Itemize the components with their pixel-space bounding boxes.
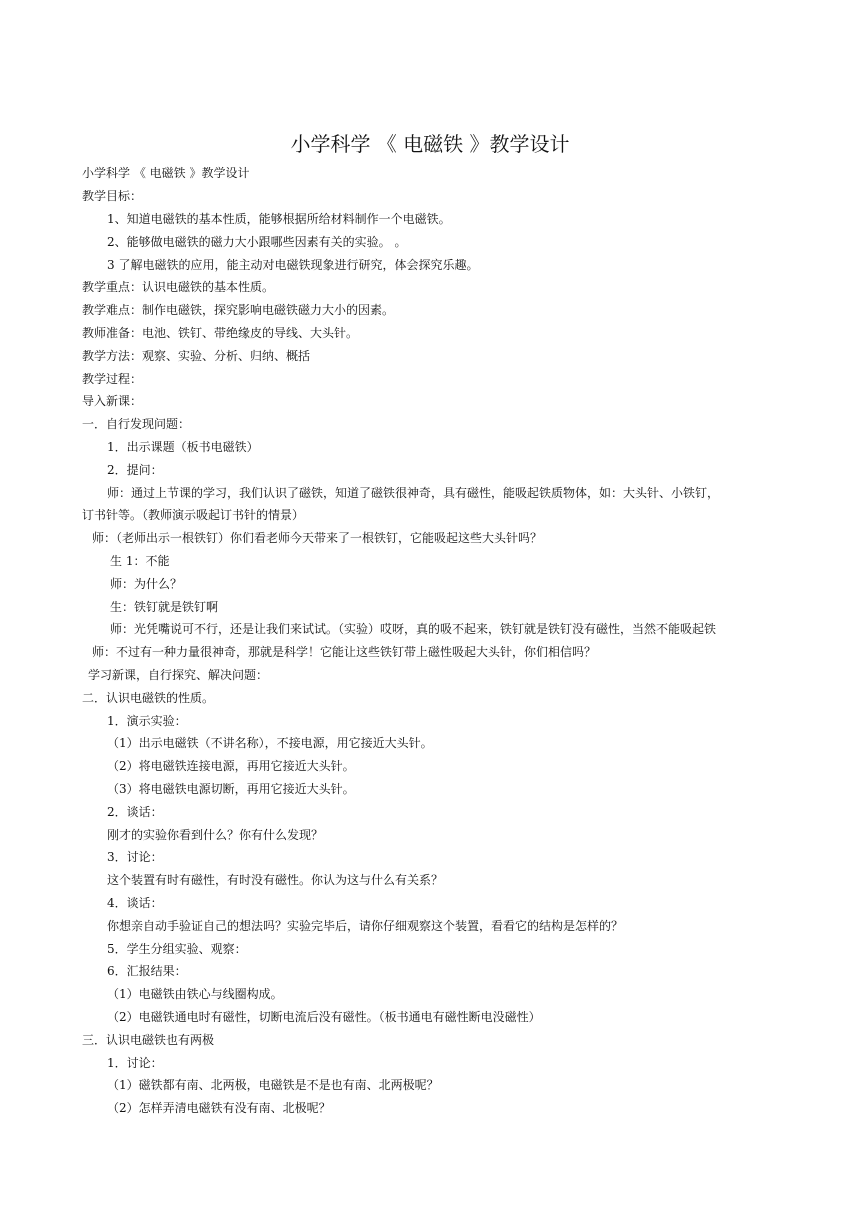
text-line: （2）怎样弄清电磁铁有没有南、北极呢？ bbox=[107, 1101, 331, 1115]
text-line: 5．学生分组实验、观察： bbox=[107, 942, 247, 956]
text-line: 教学过程： bbox=[82, 372, 143, 386]
text-line: 这个装置有时有磁性，有时没有磁性。你认为这与什么有关系？ bbox=[107, 873, 444, 887]
text-line: 教学重点：认识电磁铁的基本性质。 bbox=[82, 280, 275, 294]
text-line: 2、能够做电磁铁的磁力大小跟哪些因素有关的实验。 。 bbox=[107, 235, 407, 249]
text-line: （2）将电磁铁连接电源，再用它接近大头针。 bbox=[107, 759, 355, 773]
text-line: 刚才的实验你看到什么？你有什么发现？ bbox=[107, 828, 324, 842]
document-title: 小学科学 《 电磁铁 》教学设计 bbox=[290, 132, 570, 156]
text-line: 生 1：不能 bbox=[110, 554, 170, 568]
text-line: 1．出示课题（板书电磁铁） bbox=[107, 440, 259, 454]
text-line: （1）电磁铁由铁心与线圈构成。 bbox=[107, 987, 283, 1001]
text-line: 教学目标： bbox=[82, 189, 143, 203]
section-heading: 三．认识电磁铁也有两极 bbox=[82, 1033, 215, 1047]
text-line: 导入新课： bbox=[82, 394, 143, 408]
text-line: 1、知道电磁铁的基本性质，能够根据所给材料制作一个电磁铁。 bbox=[107, 212, 451, 226]
text-line: 小学科学 《 电磁铁 》教学设计 bbox=[82, 166, 250, 180]
text-line: 2．谈话： bbox=[107, 805, 163, 819]
text-line: （2）电磁铁通电时有磁性，切断电流后没有磁性。（板书通电有磁性断电没磁性） bbox=[107, 1010, 541, 1024]
text-line: 1．演示实验： bbox=[107, 714, 187, 728]
text-line: 2．提问： bbox=[107, 463, 163, 477]
text-line: 教学方法：观察、实验、分析、归纳、概括 bbox=[82, 349, 311, 363]
text-line: 师：不过有一种力量很神奇，那就是科学！它能让这些铁钉带上磁性吸起大头针，你们相信吗？ bbox=[92, 645, 597, 659]
text-line: 3．讨论： bbox=[107, 850, 163, 864]
text-line: 教学难点：制作电磁铁，探究影响电磁铁磁力大小的因素。 bbox=[82, 303, 395, 317]
text-line: 师：（老师出示一根铁钉）你们看老师今天带来了一根铁钉，它能吸起这些大头针吗？ bbox=[92, 531, 543, 545]
text-line: 你想亲自动手验证自己的想法吗？实验完毕后，请你仔细观察这个装置，看看它的结构是怎样的？ bbox=[107, 919, 624, 933]
section-heading: 二．认识电磁铁的性质。 bbox=[82, 691, 215, 705]
text-line: （1）出示电磁铁（不讲名称），不接电源，用它接近大头针。 bbox=[107, 736, 433, 750]
text-line: 4．谈话： bbox=[107, 896, 163, 910]
text-line: 师：为什么？ bbox=[110, 577, 183, 591]
text-line: 订书针等。（教师演示吸起订书针的情景） bbox=[82, 508, 305, 522]
text-line: 教师准备：电池、铁钉、带绝缘皮的导线、大头针。 bbox=[82, 326, 359, 340]
text-line: （1）磁铁都有南、北两极，电磁铁是不是也有南、北两极呢？ bbox=[107, 1078, 439, 1092]
text-line: 生：铁钉就是铁钉啊 bbox=[110, 600, 219, 614]
text-line: 3 了解电磁铁的应用，能主动对电磁铁现象进行研究，体会探究乐趣。 bbox=[107, 258, 479, 272]
section-heading: 一．自行发现问题： bbox=[82, 417, 191, 431]
text-line: 师：通过上节课的学习，我们认识了磁铁，知道了磁铁很神奇，具有磁性，能吸起铁质物体，如：大头针、小铁钉， bbox=[107, 486, 720, 500]
text-line: 师：光凭嘴说可不行，还是让我们来试试。（实验）哎呀，真的吸不起来，铁钉就是铁钉没有磁性，当然不能吸起铁 bbox=[110, 622, 717, 636]
text-line: 6．汇报结果： bbox=[107, 964, 187, 978]
text-line: 学习新课，自行探究、解决问题： bbox=[88, 668, 269, 682]
text-line: （3）将电磁铁电源切断，再用它接近大头针。 bbox=[107, 782, 355, 796]
text-line: 1．讨论： bbox=[107, 1056, 163, 1070]
